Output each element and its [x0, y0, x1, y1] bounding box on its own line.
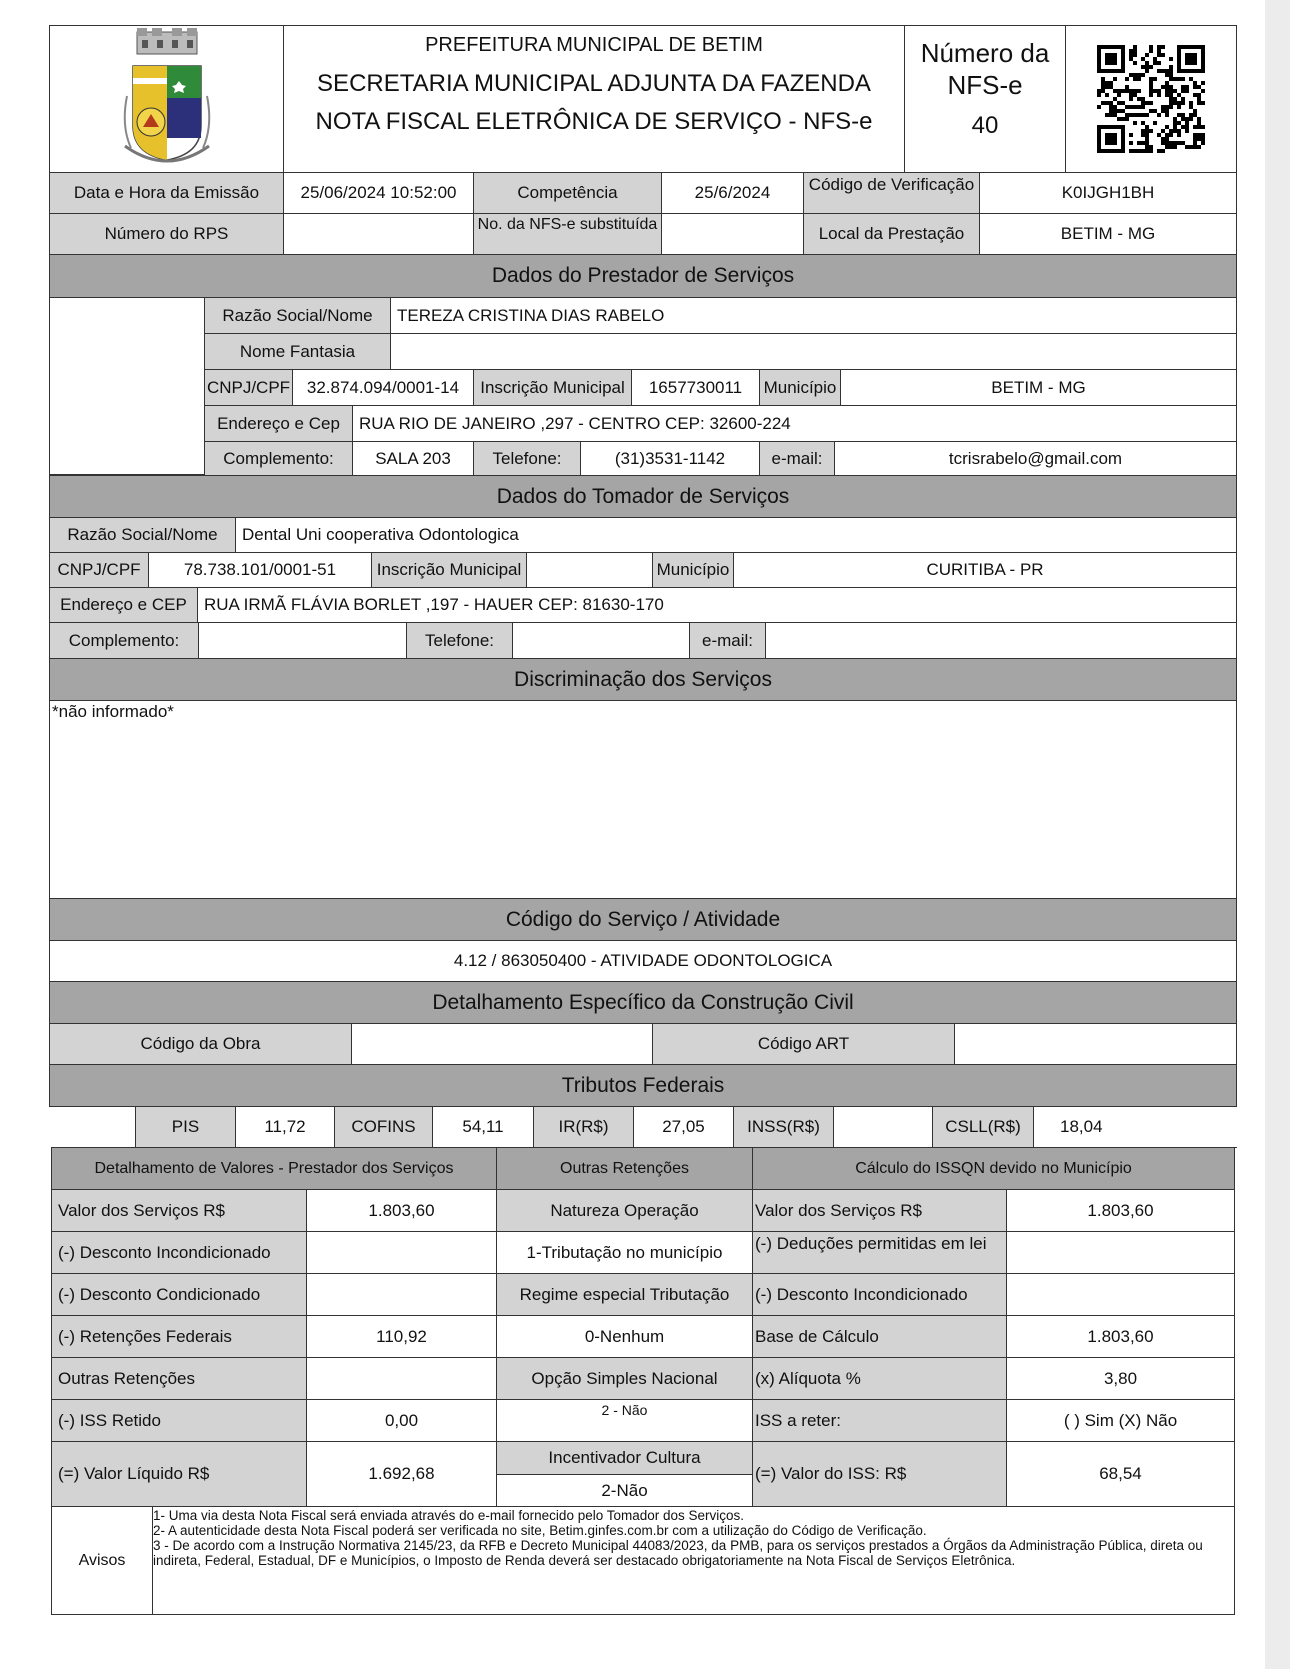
- aviso-1: 1- Uma via desta Nota Fiscal será enviada através do e-mail fornecido pelo Tomador dos Serviços.: [153, 1508, 745, 1523]
- verificacao-value: K0IJGH1BH: [979, 172, 1237, 214]
- rps-label: Número do RPS: [49, 213, 284, 255]
- iss-reter-value: ( ) Sim (X) Não: [1006, 1399, 1235, 1442]
- desc-incond-value: [306, 1231, 497, 1274]
- valor-iss-value: 68,54: [1006, 1441, 1235, 1507]
- numero-nfse-block: [904, 25, 1066, 173]
- tomador-cnpj-value: 78.738.101/0001-51: [148, 552, 372, 588]
- tomador-endereco-label: Endereço e CEP: [49, 587, 198, 623]
- prestador-telefone-label: Telefone:: [473, 441, 581, 476]
- tomador-telefone-value: [512, 622, 690, 659]
- aviso-3: 3 - De acordo com a Instrução Normativa 2145/23, da RFB e Decreto Municipal 44083/2023, da PMB, para os serviços prestados a Órgãos da Administração Pública, direta ou indireta, Federal, Estadual, DF e Municípios, o Imposto de Renda deverá ser destacado obrigatoriamente na Nota Fiscal de Serviços Eletrônica.: [153, 1538, 1203, 1568]
- regime-value: 0-Nenhum: [496, 1315, 753, 1358]
- tomador-im-label: Inscrição Municipal: [371, 552, 527, 588]
- desc-incond-label: (-) Desconto Incondicionado: [51, 1231, 307, 1274]
- numero-nfse-value: 40: [971, 112, 999, 139]
- prestador-im-label: Inscrição Municipal: [473, 369, 632, 406]
- aliquota-value: 3,80: [1006, 1357, 1235, 1400]
- prestador-municipio-value: BETIM - MG: [840, 369, 1237, 406]
- tomador-cnpj-label: CNPJ/CPF: [49, 552, 149, 588]
- pis-label: PIS: [135, 1106, 236, 1148]
- tomador-razao-label: Razão Social/Nome: [49, 517, 236, 553]
- aviso-2: 2- A autenticidade desta Nota Fiscal poderá ser verificada no site, Betim.ginfes.com.br com a utilização do Código de Verificação.: [153, 1523, 927, 1538]
- simples-value: 2 - Não: [496, 1399, 753, 1442]
- tomador-razao-value: Dental Uni cooperativa Odontologica: [235, 517, 1237, 553]
- outras-ret-label: Outras Retenções: [51, 1357, 307, 1400]
- aliquota-label: (x) Alíquota %: [752, 1357, 1007, 1400]
- valores-col2-header: Outras Retenções: [496, 1147, 753, 1190]
- tomador-email-label: e-mail:: [689, 622, 766, 659]
- valor-servicos-label: Valor dos Serviços R$: [51, 1189, 307, 1232]
- iss-retido-label: (-) ISS Retido: [51, 1399, 307, 1442]
- substituida-label: No. da NFS-e substituída: [473, 213, 662, 255]
- prestador-fantasia-label: Nome Fantasia: [204, 333, 391, 370]
- qr-code-icon: [1097, 45, 1205, 153]
- tomador-telefone-label: Telefone:: [406, 622, 513, 659]
- prestador-fantasia-value: [390, 333, 1237, 370]
- verificacao-label: Código de Verificação: [803, 172, 980, 214]
- valores-col3-header: Cálculo do ISSQN devido no Município: [752, 1147, 1235, 1190]
- prestador-endereco-value: RUA RIO DE JANEIRO ,297 - CENTRO CEP: 32600-224: [352, 405, 1237, 442]
- prestador-email-label: e-mail:: [759, 441, 835, 476]
- obra-value: [351, 1023, 653, 1065]
- tomador-section-header: Dados do Tomador de Serviços: [49, 475, 1237, 518]
- deducoes-value: [1006, 1231, 1235, 1274]
- prestador-blank-cell: [49, 297, 205, 475]
- construcao-section-header: Detalhamento Específico da Construção Civil: [49, 981, 1237, 1024]
- iss-valor-servicos-value: 1.803,60: [1006, 1189, 1235, 1232]
- avisos-box: [152, 1506, 1235, 1615]
- tomador-complemento-value: [198, 622, 407, 659]
- numero-label-1: Número da: [920, 38, 1050, 68]
- natureza-label: Natureza Operação: [496, 1189, 753, 1232]
- city-coat-of-arms-icon: [117, 26, 217, 172]
- prestador-razao-label: Razão Social/Nome: [204, 297, 391, 334]
- cofins-label: COFINS: [334, 1106, 433, 1148]
- prestador-email-value: tcrisrabelo@gmail.com: [834, 441, 1237, 476]
- secretaria-title: SECRETARIA MUNICIPAL ADJUNTA DA FAZENDA: [317, 70, 871, 97]
- natureza-value: 1-Tributação no município: [496, 1231, 753, 1274]
- pis-value: 11,72: [235, 1106, 335, 1148]
- valores-col1-header: Detalhamento de Valores - Prestador dos Serviços: [51, 1147, 497, 1190]
- tomador-endereco-value: RUA IRMÃ FLÁVIA BORLET ,197 - HAUER CEP: 81630-170: [197, 587, 1237, 623]
- discriminacao-box: [49, 700, 1237, 899]
- emissao-label: Data e Hora da Emissão: [49, 172, 284, 214]
- substituida-value: [661, 213, 804, 255]
- nota-fiscal-title: NOTA FISCAL ELETRÔNICA DE SERVIÇO - NFS-e: [315, 108, 873, 135]
- ret-fed-label: (-) Retenções Federais: [51, 1315, 307, 1358]
- iss-reter-label: ISS a reter:: [752, 1399, 1007, 1442]
- logo-cell: [49, 25, 284, 173]
- prestador-razao-value: TEREZA CRISTINA DIAS RABELO: [390, 297, 1237, 334]
- valor-servicos-value: 1.803,60: [306, 1189, 497, 1232]
- csll-label: CSLL(R$): [932, 1106, 1034, 1148]
- cofins-value: 54,11: [432, 1106, 534, 1148]
- discriminacao-text: *não informado*: [52, 702, 174, 721]
- emissao-value: 25/06/2024 10:52:00: [283, 172, 474, 214]
- local-label: Local da Prestação: [803, 213, 980, 255]
- tomador-im-value: [526, 552, 653, 588]
- desc-cond-label: (-) Desconto Condicionado: [51, 1273, 307, 1316]
- iss-desc-incond-value: [1006, 1273, 1235, 1316]
- prestador-complemento-value: SALA 203: [352, 441, 474, 476]
- ir-label: IR(R$): [533, 1106, 634, 1148]
- csll-value: 18,04: [1033, 1106, 1237, 1148]
- base-value: 1.803,60: [1006, 1315, 1235, 1358]
- prestador-telefone-value: (31)3531-1142: [580, 441, 760, 476]
- tomador-municipio-value: CURITIBA - PR: [733, 552, 1237, 588]
- tributos-section-header: Tributos Federais: [49, 1064, 1237, 1107]
- prestador-cnpj-value: 32.874.094/0001-14: [292, 369, 474, 406]
- desc-cond-value: [306, 1273, 497, 1316]
- inss-label: INSS(R$): [733, 1106, 834, 1148]
- ir-value: 27,05: [633, 1106, 734, 1148]
- qr-code-cell: [1065, 25, 1237, 173]
- obra-label: Código da Obra: [49, 1023, 352, 1065]
- header-title-block: [283, 25, 905, 173]
- numero-label-2: NFS-e: [947, 70, 1023, 100]
- discriminacao-section-header: Discriminação dos Serviços: [49, 658, 1237, 701]
- incentivador-label: Incentivador Cultura: [496, 1441, 753, 1475]
- prestador-complemento-label: Complemento:: [204, 441, 353, 476]
- local-value: BETIM - MG: [979, 213, 1237, 255]
- rps-value: [283, 213, 474, 255]
- tomador-complemento-label: Complemento:: [49, 622, 199, 659]
- tomador-email-value: [765, 622, 1237, 659]
- prefeitura-title: PREFEITURA MUNICIPAL DE BETIM: [425, 34, 763, 56]
- inss-value: [833, 1106, 933, 1148]
- prestador-im-value: 1657730011: [631, 369, 760, 406]
- avisos-label: Avisos: [51, 1506, 153, 1615]
- simples-label: Opção Simples Nacional: [496, 1357, 753, 1400]
- competencia-label: Competência: [473, 172, 662, 214]
- servico-value: 4.12 / 863050400 - ATIVIDADE ODONTOLOGICA: [49, 940, 1237, 982]
- art-label: Código ART: [652, 1023, 955, 1065]
- liquido-label: (=) Valor Líquido R$: [51, 1441, 307, 1507]
- liquido-value: 1.692,68: [306, 1441, 497, 1507]
- prestador-endereco-label: Endereço e Cep: [204, 405, 353, 442]
- prestador-section-header: Dados do Prestador de Serviços: [49, 254, 1237, 298]
- ret-fed-value: 110,92: [306, 1315, 497, 1358]
- iss-valor-servicos-label: Valor dos Serviços R$: [752, 1189, 1007, 1232]
- deducoes-label: (-) Deduções permitidas em lei: [752, 1231, 1007, 1274]
- prestador-cnpj-label: CNPJ/CPF: [204, 369, 293, 406]
- competencia-value: 25/6/2024: [661, 172, 804, 214]
- prestador-municipio-label: Município: [759, 369, 841, 406]
- iss-desc-incond-label: (-) Desconto Incondicionado: [752, 1273, 1007, 1316]
- valor-iss-label: (=) Valor do ISS: R$: [752, 1441, 1007, 1507]
- base-label: Base de Cálculo: [752, 1315, 1007, 1358]
- servico-section-header: Código do Serviço / Atividade: [49, 898, 1237, 941]
- regime-label: Regime especial Tributação: [496, 1273, 753, 1316]
- tomador-municipio-label: Município: [652, 552, 734, 588]
- outras-ret-value: [306, 1357, 497, 1400]
- iss-retido-value: 0,00: [306, 1399, 497, 1442]
- incentivador-value: 2-Não: [496, 1474, 753, 1507]
- art-value: [954, 1023, 1237, 1065]
